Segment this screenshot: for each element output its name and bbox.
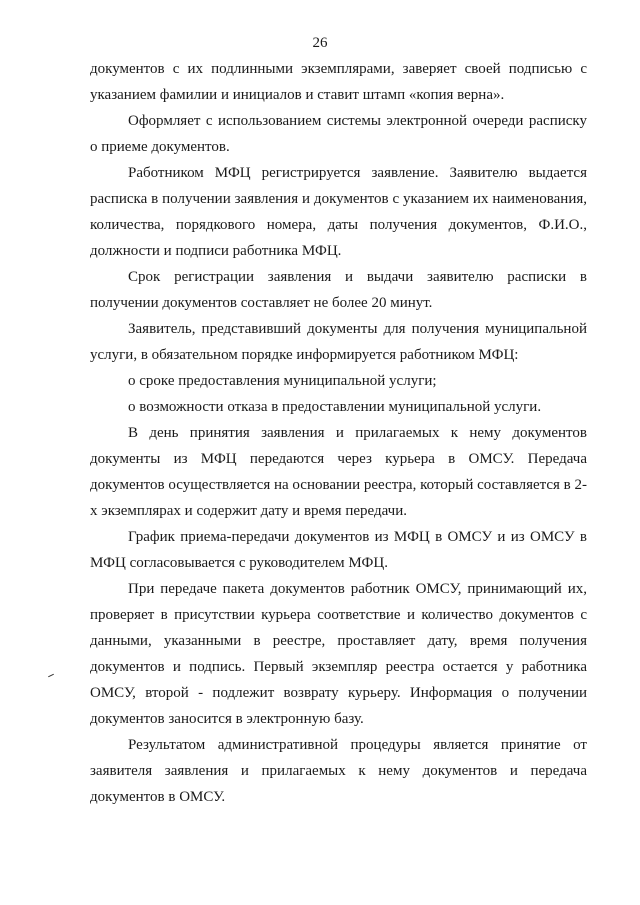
paragraph-continuation: документов с их подлинными экземплярами, заверяет своей подписью с указанием фамилии и инициалов и ставит штамп «копия верна». (90, 61, 587, 103)
paragraph-receipt-queue: Оформляет с использованием системы электронной очереди расписку о приеме документов. (90, 113, 587, 155)
document-body (90, 56, 587, 810)
margin-mark (48, 674, 54, 677)
paragraph-registration-time: Срок регистрации заявления и выдачи заявителю расписки в получении документов составляет не более 20 минут. (90, 269, 587, 311)
page-number: 26 (312, 35, 328, 51)
paragraph-registration: Работником МФЦ регистрируется заявление. Заявителю выдается расписка в получении заявления и документов с указанием их наименования, количества, порядкового номера, даты получения документов, Ф.И.О., должности и подписи работника МФЦ. (90, 165, 587, 259)
paragraph-courier-transfer: В день принятия заявления и прилагаемых к нему документов документы из МФЦ передаются через курьера в ОМСУ. Передача документов осуществляется на основании реестра, который составляется в 2-х экземплярах и содержит дату и время передачи. (90, 425, 588, 519)
paragraph-applicant-informed: Заявитель, представивший документы для получения муниципальной услуги, в обязательном порядке информируется работником МФЦ: (90, 321, 587, 363)
list-item-refusal-possibility: о возможности отказа в предоставлении муниципальной услуги. (128, 399, 542, 415)
paragraph-schedule: График приема-передачи документов из МФЦ в ОМСУ и из ОМСУ в МФЦ согласовывается с руководителем МФЦ. (90, 529, 587, 571)
list-item-service-term: о сроке предоставления муниципальной услуги; (128, 373, 437, 389)
paragraph-result: Результатом административной процедуры является принятие от заявителя заявления и прилагаемых к нему документов и передача документов в ОМСУ. (90, 737, 587, 805)
paragraph-package-check: При передаче пакета документов работник ОМСУ, принимающий их, проверяет в присутствии курьера соответствие и количество документов с данными, указанными в реестре, проставляет дату, время получения документов и подпись. Первый экземпляр реестра остается у работника ОМСУ, второй - подлежит возврату курьеру. Информация о получении документов заносится в электронную базу. (90, 581, 587, 727)
